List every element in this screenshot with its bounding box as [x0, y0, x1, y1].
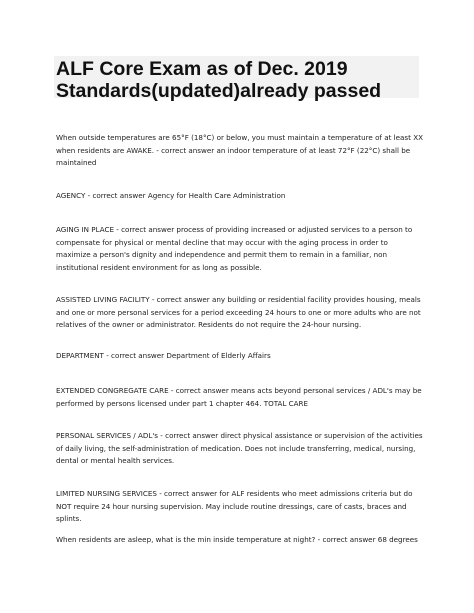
- document-title: [56, 58, 419, 102]
- title-line-2: Standards(updated)already passed: [56, 80, 382, 102]
- paragraph-temperature-awake: When outside temperatures are 65°F (18°C) or below, you must maintain a temperature of at least XX when residents are AWAKE. - correct answer an indoor temperature of at least 72°F (22°C) shall be maintained: [56, 133, 423, 168]
- paragraph-personal-services: PERSONAL SERVICES / ADL's - correct answer direct physical assistance or supervision of the activities of daily living, the self-administration of medication. Does not include transferring, medical, nursing, dental or mental health services.: [56, 431, 423, 466]
- paragraph-aging-in-place: AGING IN PLACE - correct answer process of providing increased or adjusted services to a person to compensate for physical or mental decline that may occur with the aging process in order to maximize a person's dignity and independence and permit them to remain in a familiar, non institutional resident environment for as long as possible.: [56, 225, 413, 272]
- paragraph-extended-congregate-care: EXTENDED CONGREGATE CARE - correct answer means acts beyond personal services / ADL's may be performed by persons licensed under part 1 chapter 464. TOTAL CARE: [56, 386, 422, 408]
- title-line-1: ALF Core Exam as of Dec. 2019: [56, 58, 348, 80]
- paragraph-assisted-living-facility: ASSISTED LIVING FACILITY - correct answer any building or residential facility provides housing, meals and one or more personal services for a period exceeding 24 hours to one or more adults who are not relatives of the owner or administrator. Residents do not require the 24-hour nursing.: [56, 295, 421, 330]
- title-block: [54, 56, 419, 102]
- paragraph-agency: AGENCY - correct answer Agency for Health Care Administration: [56, 191, 286, 200]
- paragraph-limited-nursing-services: LIMITED NURSING SERVICES - correct answer for ALF residents who meet admissions criteria but do NOT require 24 hour nursing supervision. May include routine dressings, care of casts, braces and splints.: [56, 489, 413, 524]
- paragraph-night-temperature: When residents are asleep, what is the min inside temperature at night? - correct answer 68 degrees: [56, 535, 418, 544]
- paragraph-department: DEPARTMENT - correct answer Department of Elderly Affairs: [56, 351, 271, 360]
